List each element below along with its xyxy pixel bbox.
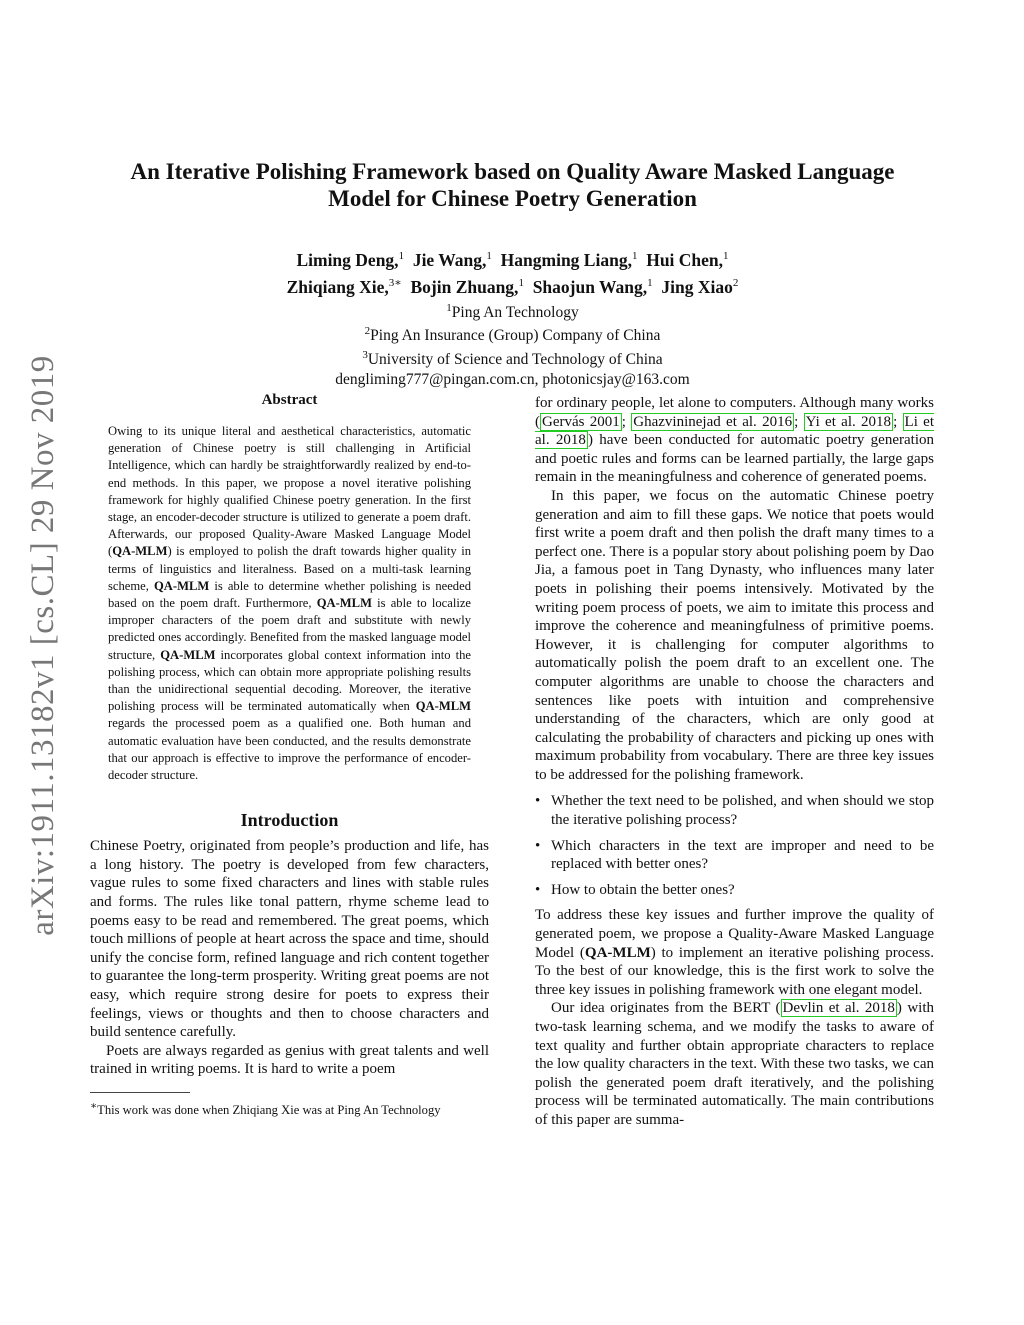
affiliation-sup: 2 [364,325,371,338]
author-name: Jing Xiao [661,276,733,297]
key-issues-list [535,792,934,899]
abstract-heading: Abstract [261,392,318,408]
author-sup: 3∗ [388,276,402,289]
author-name: Hui Chen, [646,249,724,270]
text-run: Our idea originates from the BERT ( [551,1000,781,1017]
text-run: ) with two-task learning schema, and we modify the tasks to aware of text quality and further obtain appropriate characters to replace the low quality characters in the text. With these two tasks, we can polish the generated poem draft iteratively, and the polishing process will be terminated automatically. The main contributions of this paper are summa- [535,1000,935,1128]
author-sup: 1 [518,276,524,289]
abstract-run: is able to localize improper characters of the poem draft and substitute with newly predicted ones accordingly. Benefited from the masked language model structure, [108,596,471,662]
author-name: Shaojun Wang, [532,276,648,297]
right-paragraph-1 [535,394,934,487]
list-item: • How to obtain the better ones? [551,881,934,900]
text-run: for ordinary people, let alone to computers. Although many works ( [535,395,934,430]
citation-link[interactable]: Yi et al. 2018 [805,413,892,430]
authors-line-2 [90,272,935,299]
list-item: • Whether the text need to be polished, and when should we stop the iterative polishing process? [551,792,934,829]
author-name: Bojin Zhuang, [410,276,519,297]
abstract-run: ) is employed to polish the draft towards higher quality in terms of linguistics and literalness. Based on a multi-task learning scheme, [108,544,471,593]
model-name: QA-MLM [154,578,210,593]
citation-link[interactable]: Gervás 2001 [542,413,620,430]
title-line-2: Model for Chinese Poetry Generation [328,186,697,211]
arxiv-id: arXiv:1911.13182v1 [cs.CL] 29 Nov 2019 [24,354,61,936]
text-run: ) to implement an iterative polishing process. To the best of our knowledge, this is the first work to solve the three key issues in polishing framework with one elegant model. [535,944,934,998]
right-paragraph-4 [535,999,934,1129]
list-item: • Which characters in the text are improper and need to be replaced with better ones? [551,837,934,874]
affiliation [90,346,935,370]
affiliation-text: University of Science and Technology of China [367,351,663,369]
paper-header [90,158,935,389]
model-name: QA-MLM [415,699,471,714]
cite-separator: ; [621,413,632,430]
title-line-1: An Iterative Polishing Framework based on Quality Aware Masked Language [130,159,895,184]
paper-title [90,158,935,212]
affiliation-list [90,299,935,389]
author-emails: dengliming777@pingan.com.cn, photonicsjay@163.com [335,370,690,388]
author-name: Hangming Liang, [500,249,632,270]
arxiv-watermark [18,345,68,945]
citation-link[interactable]: Li et al. 2018 [535,413,935,449]
left-column [90,392,489,1118]
author-name: Jie Wang, [412,249,487,270]
affiliation-text: Ping An Insurance (Group) Company of China [370,327,661,345]
abstract-text [108,423,471,784]
author-name: Liming Deng, [296,249,399,270]
abstract-run: regards the processed poem as a qualified one. Both human and automatic evaluation have been conducted, and the results demonstrate that our approach is effective to improve the performance of encoder-decoder structure. [108,716,471,783]
right-column [535,394,934,1130]
footnote [90,1099,489,1118]
author-sup: 2 [732,276,739,289]
text-run: To address these key issues and further improve the quality of generated poem, we propose a Quality-Aware Masked Language Model ( [535,907,934,961]
affiliation [90,299,935,323]
cite-separator: ; [893,413,903,430]
affiliation-sup: 3 [362,348,368,361]
model-name: QA-MLM [160,647,216,662]
affiliation-sup: 1 [446,301,452,314]
affiliation-text: Ping An Technology [451,303,579,321]
citation-link[interactable]: Devlin et al. 2018 [782,1000,895,1017]
model-name: QA-MLM [316,596,372,611]
abstract-run: Owing to its unique literal and aesthetical characteristics, automatic generation of Chinese poetry is still challenging in Artificial Intelligence, which can hardly be straightforwardly realized by end-to-end methods. In this paper, we propose a novel iterative polishing framework for highly qualified Chinese poetry generation. In the first stage, an encoder-decoder structure is utilized to generate a poem draft. Afterwards, our proposed Quality-Aware Masked Language Model ( [108,424,471,559]
footnote-text: This work was done when Zhiqiang Xie was at Ping An Technology [97,1103,441,1118]
author-sup: 1 [398,250,405,262]
author-sup: 1 [723,250,729,262]
author-sup: 1 [486,250,492,262]
cite-separator: ; [794,413,804,430]
right-paragraph-3 [535,906,934,999]
citation-link[interactable]: Ghazvininejad et al. 2016 [633,413,793,430]
author-sup: 1 [647,276,653,289]
author-sup: 1 [631,250,638,262]
abstract-run: is able to determine whether polishing is needed based on the poem draft. Furthermore, [108,578,471,611]
footnote-rule [90,1092,190,1093]
intro-paragraph-2: Poets are always regarded as genius with great talents and well trained in writing poems. It is hard to write a poem [90,1042,489,1078]
footnote-mark: ∗ [90,1100,98,1112]
right-paragraph-2: In this paper, we focus on the automatic Chinese poetry generation and aim to fill these gaps. We notice that poets would first write a poem draft and then polish the draft many times to a perfect one. There is a popular story about polishing poem by Dao Jia, a famous poet in Tang Dynasty, who influences many later poets in polishing their poems intensively. Motivated by the writing poem process of poets, we aim to imitate this process and improve the coherence and meaningfulness of primitive poems. However, it is challenging for computer algorithms to automatically polish the poem draft to an excellent one. The computer algorithms are unable to choose the characters and sentences like poets with intuition and comprehensive understanding of the characters, which are only good at calculating the probability of characters and picking up ones with maximum probability from vocabulary. There are three key issues to be addressed for the polishing framework. [535,487,934,783]
affiliation [90,322,935,346]
abstract-section [90,392,489,784]
abstract-run: incorporates global context information into the polishing process, which can obtain more appropriate polishing results than the unidirectional sequential decoding. Moreover, the iterative polishing process will be terminated automatically when [108,647,471,714]
model-name: QA-MLM [112,544,168,559]
authors-line-1 [90,245,935,272]
text-run: ) have been conducted for automatic poetry generation and poetic rules and forms can be learned partially, the large gaps remain in the meaningfulness and coherence of generated poems. [535,432,934,486]
intro-paragraph-1: Chinese Poetry, originated from people’s production and life, has a long history. The poetry is developed from few characters, vague rules to some fixed characters and lines with stable rules and forms. The rules like tonal pattern, rhyme scheme lead to poems easy to be read and remembered. The great poems, which touch millions of people at heart across the space and time, should unify the concise form, refined language and rich content together to guarantee the long-term prosperity. Writing great poems are not easy, which require strong desire for poets to express their feelings, views or thoughts and then to choose characters and build sentence carefully. [90,838,489,1041]
author-list [90,245,935,299]
introduction-heading: Introduction [240,810,339,831]
model-name: QA-MLM [584,944,651,961]
author-name: Zhiqiang Xie, [286,276,389,297]
